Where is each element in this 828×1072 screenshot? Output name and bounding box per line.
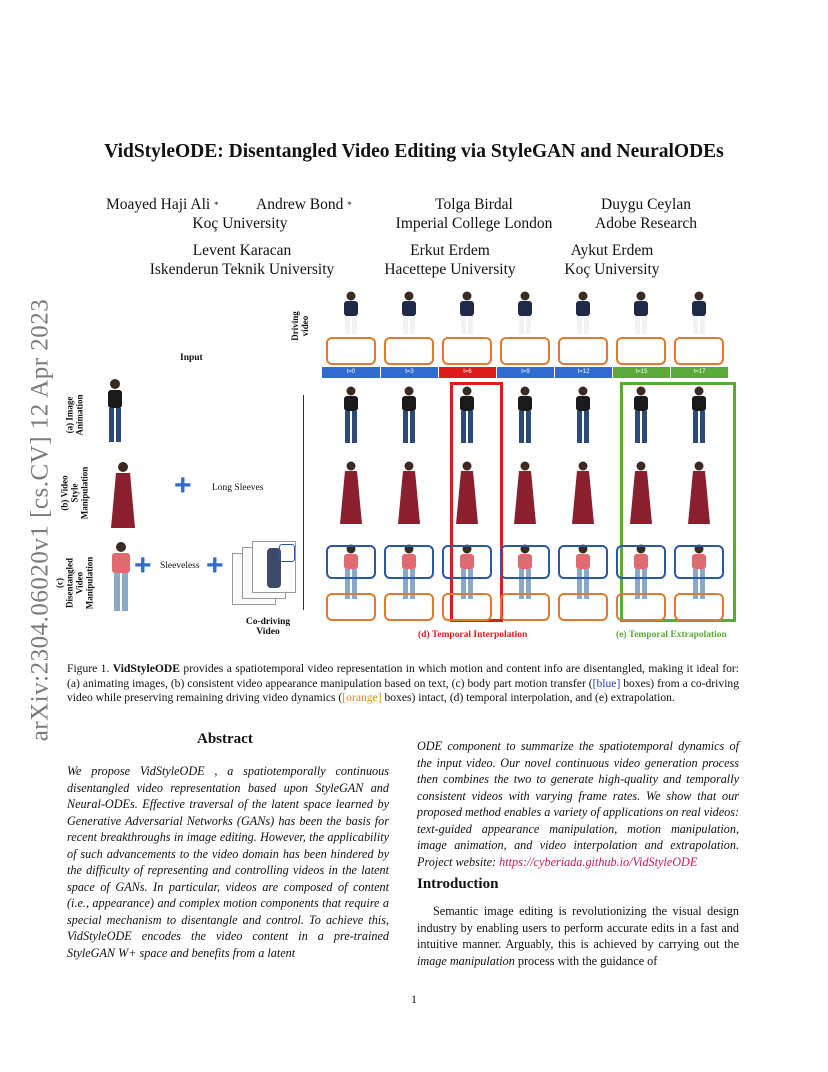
frame-person (684, 460, 714, 526)
frame-person (394, 460, 424, 526)
plus-icon: + (206, 549, 224, 582)
blue-motion-box (558, 545, 608, 579)
frame-person (568, 290, 598, 338)
author-birdal: Tolga Birdal (435, 196, 513, 213)
plus-icon: + (134, 549, 152, 582)
orange-motion-box (500, 337, 550, 365)
orange-motion-box (558, 593, 608, 621)
frame-person (626, 290, 656, 338)
frame-person (510, 290, 540, 338)
input-person-b (108, 460, 138, 532)
author-a-erdem: Aykut Erdem (570, 242, 654, 259)
affiliation-adobe: Adobe Research (595, 215, 697, 232)
abstract-heading: Abstract (197, 731, 253, 747)
timeline-step: t=17 (670, 367, 728, 378)
arxiv-stamp-text: arXiv:2304.06020v1 [cs.CV] 12 Apr 2023 (26, 298, 54, 742)
author-ceylan: Duygu Ceylan (601, 196, 691, 213)
affiliation-iskenderun: Iskenderun Teknik University (149, 261, 335, 278)
teaser-figure (54, 285, 760, 645)
orange-motion-box (674, 593, 724, 621)
timeline-step: t=0 (322, 367, 380, 378)
timeline-step: t=12 (554, 367, 612, 378)
row-label-c: (c) Disentangled Video Manipulation (54, 556, 95, 609)
frame-person (394, 385, 424, 447)
blue-motion-box (442, 545, 492, 579)
affiliation-koc-2: Koç University (564, 261, 660, 278)
row-label-b: (b) Video Style Manipulation (59, 466, 89, 519)
paper-title: VidStyleODE: Disentangled Video Editing via StyleGAN and NeuralODEs (104, 141, 724, 162)
affiliation-koc-1: Koç University (192, 215, 288, 232)
frame-person (452, 385, 482, 447)
input-person-c (106, 540, 136, 618)
abstract-text-right: ODE component to summarize the spatiotemporal dynamics of the input video. Our novel continuous video generation process then combines the two to generate high-quality and temporally consistent videos with varying frame rates. We show that our proposed method enables a variety of applications on real videos: text-guided appearance manipulation, motion manipulation, image animation, and video interpolation and extrapolation. Project website: https://cyberiada.github.io/VidStyleODE (417, 739, 739, 869)
page-number: 1 (411, 992, 417, 1006)
orange-motion-box (616, 337, 666, 365)
introduction-heading: Introduction (417, 876, 499, 892)
author-bond: Andrew Bond * (256, 196, 352, 213)
blue-motion-box (674, 545, 724, 579)
figure-divider (303, 395, 304, 610)
prompt-sleeveless: Sleeveless (160, 561, 200, 571)
orange-motion-box (384, 337, 434, 365)
row-label-a: (a) Image Animation (64, 394, 84, 436)
codriving-label: Co-driving Video (245, 617, 291, 637)
input-person-a (100, 377, 130, 449)
frame-person (510, 460, 540, 526)
prompt-long-sleeves: Long Sleeves (212, 483, 264, 493)
frame-person (336, 460, 366, 526)
author-haji-ali: Moayed Haji Ali * (106, 196, 219, 213)
orange-motion-box (500, 593, 550, 621)
orange-motion-box (326, 593, 376, 621)
interpolation-label: (d) Temporal Interpolation (418, 630, 528, 640)
blue-motion-box (384, 545, 434, 579)
plus-icon: + (174, 469, 192, 502)
timeline-step: t=15 (612, 367, 670, 378)
frame-person (510, 385, 540, 447)
blue-motion-box (326, 545, 376, 579)
affiliation-hacettepe: Hacettepe University (384, 261, 516, 278)
frame-person (684, 290, 714, 338)
frame-person (684, 385, 714, 447)
affiliation-imperial: Imperial College London (395, 215, 553, 232)
driving-video-label: Driving video (290, 310, 311, 341)
timeline-step: t=6 (438, 367, 496, 378)
abstract-text-left: We propose VidStyleODE , a spatiotemporally continuous disentangled video representation based upon StyleGAN and Neural-ODEs. Effective traversal of the latent space learned by Generative Adversarial Networks (GANs) has been the basis for recent breakthroughs in image editing. However, the applicability of such advancements to the video domain has been hindered by the difficulty of representing and controlling videos in the latent space of GANs. In particular, videos are composed of content (i.e., appearance) and complex motion components that require a special mechanism to disentangle and control. To achieve this, VidStyleODE encodes the video content in a pre-trained StyleGAN W+ space and benefits from a latent (67, 764, 389, 960)
author-e-erdem: Erkut Erdem (410, 242, 490, 259)
orange-motion-box (442, 337, 492, 365)
frame-person (568, 460, 598, 526)
orange-motion-box (326, 337, 376, 365)
timeline-step: t=9 (496, 367, 554, 378)
project-website-link[interactable]: https://cyberiada.github.io/VidStyleODE (499, 854, 698, 869)
blue-motion-box (500, 545, 550, 579)
extrapolation-label: (e) Temporal Extrapolation (616, 630, 727, 640)
frame-person (452, 290, 482, 338)
codriving-frame (252, 541, 296, 593)
orange-motion-box (384, 593, 434, 621)
input-label: Input (180, 353, 203, 363)
introduction-text: Semantic image editing is revolutionizing the visual design industry by enabling users to perform accurate edits in a fast and intuitive manner. Arguably, this is achieved by carrying out the image manipulation process with the guidance of (417, 904, 739, 968)
frame-person (394, 290, 424, 338)
frame-person (626, 460, 656, 526)
orange-motion-box (558, 337, 608, 365)
orange-motion-box (674, 337, 724, 365)
blue-motion-box (616, 545, 666, 579)
timeline-bar (322, 367, 738, 378)
arxiv-stamp (20, 285, 60, 755)
timeline-step: t=3 (380, 367, 438, 378)
figure-caption: Figure 1. VidStyleODE provides a spatiotemporal video representation in which motion and content info are disentangled, making it ideal for: (a) animating images, (b) consistent video appearance manipulation based on text, (c) body part motion transfer ([blue] boxes) from a co-driving video while preserving remaining driving video dynamics ([orange] boxes) intact, (d) temporal interpolation, and (e) extrapolation. (67, 662, 740, 704)
frame-person (452, 460, 482, 526)
frame-person (336, 385, 366, 447)
frame-person (336, 290, 366, 338)
frame-person (626, 385, 656, 447)
orange-motion-box (616, 593, 666, 621)
orange-motion-box (442, 593, 492, 621)
frame-person (568, 385, 598, 447)
author-karacan: Levent Karacan (192, 242, 292, 259)
codriving-blue-box (279, 544, 295, 562)
